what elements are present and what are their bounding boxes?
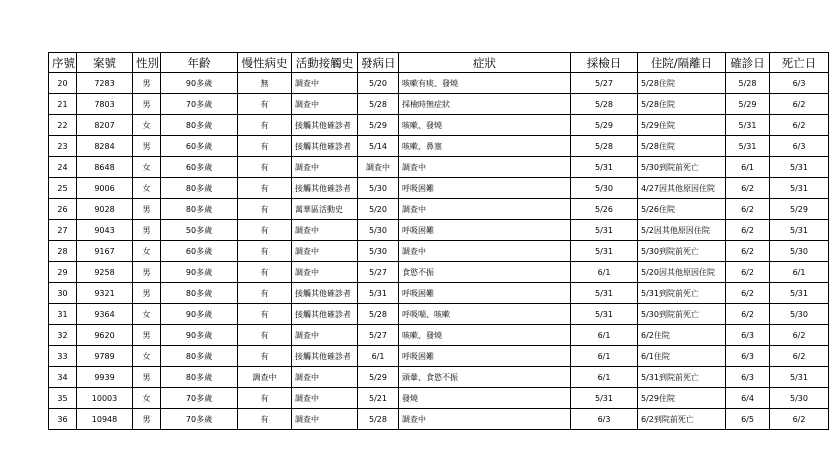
cell-gender: 男 [133, 220, 161, 241]
cell-chronic-history: 有 [238, 388, 292, 409]
cell-activity-contact: 調查中 [292, 94, 358, 115]
table-row [49, 262, 829, 283]
cell-death-date: 5/30 [770, 388, 829, 409]
cell-onset-date: 調查中 [358, 157, 399, 178]
cell-gender: 男 [133, 199, 161, 220]
cell-gender: 女 [133, 241, 161, 262]
header-symptoms: 症狀 [399, 53, 571, 73]
cell-chronic-history: 有 [238, 325, 292, 346]
cell-test-date: 5/27 [571, 73, 638, 94]
table-row [49, 409, 829, 430]
cell-seq-no: 34 [49, 367, 77, 388]
cell-confirmed-date: 6/3 [726, 367, 770, 388]
cell-chronic-history: 調查中 [238, 367, 292, 388]
case-table [48, 52, 829, 430]
cell-case-no: 8207 [77, 115, 133, 136]
cell-gender: 女 [133, 115, 161, 136]
cell-activity-contact: 萬華區活動史 [292, 199, 358, 220]
cell-test-date: 5/26 [571, 199, 638, 220]
cell-death-date: 5/29 [770, 199, 829, 220]
cell-test-date: 5/31 [571, 157, 638, 178]
cell-age: 60多歲 [161, 157, 238, 178]
cell-onset-date: 5/20 [358, 73, 399, 94]
cell-test-date: 6/3 [571, 409, 638, 430]
cell-gender: 女 [133, 304, 161, 325]
cell-age: 70多歲 [161, 409, 238, 430]
cell-gender: 女 [133, 178, 161, 199]
cell-death-date: 5/31 [770, 220, 829, 241]
cell-seq-no: 31 [49, 304, 77, 325]
header-test-date: 採檢日 [571, 53, 638, 73]
cell-seq-no: 23 [49, 136, 77, 157]
cell-activity-contact: 接觸其他確診者 [292, 283, 358, 304]
cell-onset-date: 5/30 [358, 241, 399, 262]
cell-case-no: 10948 [77, 409, 133, 430]
cell-case-no: 9167 [77, 241, 133, 262]
cell-case-no: 9028 [77, 199, 133, 220]
cell-seq-no: 25 [49, 178, 77, 199]
cell-confirmed-date: 6/2 [726, 304, 770, 325]
cell-symptoms: 調查中 [399, 199, 571, 220]
cell-test-date: 6/1 [571, 325, 638, 346]
cell-chronic-history: 有 [238, 262, 292, 283]
cell-gender: 男 [133, 136, 161, 157]
cell-case-no: 9043 [77, 220, 133, 241]
cell-death-date: 6/2 [770, 94, 829, 115]
header-confirmed-date: 確診日 [726, 53, 770, 73]
cell-seq-no: 20 [49, 73, 77, 94]
table-row [49, 346, 829, 367]
cell-onset-date: 5/29 [358, 115, 399, 136]
header-gender: 性別 [133, 53, 161, 73]
cell-symptoms: 咳嗽有痰、發燒 [399, 73, 571, 94]
cell-onset-date: 5/14 [358, 136, 399, 157]
cell-case-no: 9006 [77, 178, 133, 199]
cell-age: 80多歲 [161, 178, 238, 199]
cell-case-no: 9258 [77, 262, 133, 283]
header-seq-no: 序號 [49, 53, 77, 73]
cell-chronic-history: 有 [238, 283, 292, 304]
cell-test-date: 6/1 [571, 346, 638, 367]
cell-gender: 男 [133, 262, 161, 283]
cell-test-date: 5/29 [571, 115, 638, 136]
cell-age: 80多歲 [161, 283, 238, 304]
cell-hospitalized-date: 5/29住院 [638, 388, 726, 409]
cell-test-date: 5/31 [571, 220, 638, 241]
cell-gender: 男 [133, 367, 161, 388]
cell-case-no: 10003 [77, 388, 133, 409]
cell-hospitalized-date: 6/2住院 [638, 325, 726, 346]
cell-gender: 男 [133, 94, 161, 115]
table-row [49, 94, 829, 115]
cell-seq-no: 32 [49, 325, 77, 346]
cell-seq-no: 24 [49, 157, 77, 178]
table-row [49, 367, 829, 388]
cell-death-date: 5/30 [770, 241, 829, 262]
cell-chronic-history: 有 [238, 157, 292, 178]
cell-case-no: 8648 [77, 157, 133, 178]
header-activity-contact: 活動接觸史 [292, 53, 358, 73]
cell-seq-no: 26 [49, 199, 77, 220]
cell-confirmed-date: 6/2 [726, 262, 770, 283]
cell-confirmed-date: 5/29 [726, 94, 770, 115]
cell-symptoms: 頭暈、食慾不振 [399, 367, 571, 388]
cell-age: 90多歲 [161, 73, 238, 94]
cell-age: 70多歲 [161, 388, 238, 409]
cell-case-no: 7803 [77, 94, 133, 115]
cell-activity-contact: 調查中 [292, 220, 358, 241]
cell-test-date: 5/31 [571, 304, 638, 325]
cell-gender: 男 [133, 283, 161, 304]
cell-confirmed-date: 6/2 [726, 241, 770, 262]
cell-death-date: 5/31 [770, 283, 829, 304]
cell-activity-contact: 調查中 [292, 262, 358, 283]
cell-onset-date: 5/28 [358, 409, 399, 430]
cell-chronic-history: 有 [238, 304, 292, 325]
cell-symptoms: 呼吸困難 [399, 178, 571, 199]
table-row [49, 388, 829, 409]
cell-test-date: 5/28 [571, 136, 638, 157]
cell-death-date: 6/2 [770, 325, 829, 346]
cell-hospitalized-date: 6/2到院前死亡 [638, 409, 726, 430]
cell-symptoms: 調查中 [399, 241, 571, 262]
cell-hospitalized-date: 5/31到院前死亡 [638, 367, 726, 388]
cell-gender: 女 [133, 157, 161, 178]
cell-test-date: 5/31 [571, 388, 638, 409]
cell-confirmed-date: 6/3 [726, 346, 770, 367]
cell-test-date: 5/31 [571, 283, 638, 304]
table-row [49, 220, 829, 241]
cell-seq-no: 29 [49, 262, 77, 283]
cell-death-date: 5/31 [770, 157, 829, 178]
cell-death-date: 5/31 [770, 178, 829, 199]
cell-hospitalized-date: 5/28住院 [638, 94, 726, 115]
cell-test-date: 5/28 [571, 94, 638, 115]
cell-hospitalized-date: 5/30到院前死亡 [638, 241, 726, 262]
cell-onset-date: 5/21 [358, 388, 399, 409]
cell-hospitalized-date: 5/29住院 [638, 115, 726, 136]
cell-activity-contact: 接觸其他確診者 [292, 136, 358, 157]
cell-confirmed-date: 5/31 [726, 115, 770, 136]
cell-hospitalized-date: 6/1住院 [638, 346, 726, 367]
cell-symptoms: 採檢時無症狀 [399, 94, 571, 115]
header-hospitalized-date: 住院/隔離日 [638, 53, 726, 73]
cell-chronic-history: 有 [238, 136, 292, 157]
cell-symptoms: 咳嗽、鼻塞 [399, 136, 571, 157]
cell-test-date: 5/31 [571, 241, 638, 262]
cell-age: 90多歲 [161, 304, 238, 325]
cell-symptoms: 呼吸困難 [399, 283, 571, 304]
cell-seq-no: 30 [49, 283, 77, 304]
header-case-no: 案號 [77, 53, 133, 73]
cell-onset-date: 5/27 [358, 325, 399, 346]
cell-seq-no: 35 [49, 388, 77, 409]
cell-confirmed-date: 6/1 [726, 157, 770, 178]
cell-death-date: 6/3 [770, 136, 829, 157]
cell-death-date: 5/30 [770, 304, 829, 325]
cell-hospitalized-date: 5/28住院 [638, 136, 726, 157]
table-row [49, 199, 829, 220]
cell-onset-date: 5/28 [358, 304, 399, 325]
cell-gender: 女 [133, 346, 161, 367]
cell-case-no: 9364 [77, 304, 133, 325]
cell-case-no: 7283 [77, 73, 133, 94]
cell-activity-contact: 接觸其他確診者 [292, 178, 358, 199]
cell-onset-date: 5/30 [358, 178, 399, 199]
cell-case-no: 9939 [77, 367, 133, 388]
cell-age: 80多歲 [161, 199, 238, 220]
cell-confirmed-date: 6/2 [726, 178, 770, 199]
cell-activity-contact: 調查中 [292, 388, 358, 409]
cell-death-date: 6/2 [770, 346, 829, 367]
cell-onset-date: 5/29 [358, 367, 399, 388]
cell-case-no: 8284 [77, 136, 133, 157]
cell-test-date: 6/1 [571, 262, 638, 283]
cell-age: 90多歲 [161, 262, 238, 283]
cell-seq-no: 28 [49, 241, 77, 262]
cell-onset-date: 5/28 [358, 94, 399, 115]
cell-confirmed-date: 6/2 [726, 199, 770, 220]
cell-symptoms: 呼吸困難 [399, 346, 571, 367]
cell-activity-contact: 調查中 [292, 325, 358, 346]
cell-death-date: 6/1 [770, 262, 829, 283]
table-row [49, 136, 829, 157]
cell-chronic-history: 有 [238, 220, 292, 241]
cell-activity-contact: 調查中 [292, 73, 358, 94]
header-chronic-history: 慢性病史 [238, 53, 292, 73]
cell-seq-no: 22 [49, 115, 77, 136]
cell-test-date: 6/1 [571, 367, 638, 388]
cell-chronic-history: 有 [238, 346, 292, 367]
cell-seq-no: 27 [49, 220, 77, 241]
cell-activity-contact: 調查中 [292, 157, 358, 178]
cell-confirmed-date: 6/2 [726, 283, 770, 304]
cell-age: 50多歲 [161, 220, 238, 241]
cell-hospitalized-date: 5/30到院前死亡 [638, 304, 726, 325]
cell-gender: 男 [133, 73, 161, 94]
cell-onset-date: 5/27 [358, 262, 399, 283]
cell-gender: 女 [133, 388, 161, 409]
header-onset-date: 發病日 [358, 53, 399, 73]
cell-chronic-history: 有 [238, 94, 292, 115]
cell-death-date: 6/3 [770, 73, 829, 94]
cell-confirmed-date: 5/31 [726, 136, 770, 157]
cell-confirmed-date: 5/28 [726, 73, 770, 94]
cell-symptoms: 發燒 [399, 388, 571, 409]
cell-chronic-history: 有 [238, 199, 292, 220]
table-row [49, 325, 829, 346]
cell-death-date: 5/31 [770, 367, 829, 388]
header-death-date: 死亡日 [770, 53, 829, 73]
cell-activity-contact: 接觸其他確診者 [292, 304, 358, 325]
cell-chronic-history: 有 [238, 409, 292, 430]
table-body [49, 73, 829, 430]
table-row [49, 178, 829, 199]
cell-age: 80多歲 [161, 346, 238, 367]
table-header [49, 53, 829, 73]
cell-gender: 男 [133, 325, 161, 346]
cell-symptoms: 咳嗽、發燒 [399, 325, 571, 346]
cell-gender: 男 [133, 409, 161, 430]
cell-confirmed-date: 6/5 [726, 409, 770, 430]
cell-chronic-history: 有 [238, 241, 292, 262]
cell-onset-date: 5/31 [358, 283, 399, 304]
cell-activity-contact: 調查中 [292, 241, 358, 262]
table-row [49, 115, 829, 136]
cell-age: 80多歲 [161, 115, 238, 136]
cell-chronic-history: 無 [238, 73, 292, 94]
cell-chronic-history: 有 [238, 115, 292, 136]
cell-hospitalized-date: 5/20因其他原因住院 [638, 262, 726, 283]
cell-age: 80多歲 [161, 367, 238, 388]
cell-hospitalized-date: 4/27因其他原因住院 [638, 178, 726, 199]
cell-activity-contact: 調查中 [292, 367, 358, 388]
cell-activity-contact: 接觸其他確診者 [292, 346, 358, 367]
cell-hospitalized-date: 5/28住院 [638, 73, 726, 94]
cell-case-no: 9620 [77, 325, 133, 346]
cell-symptoms: 呼吸喘、咳嗽 [399, 304, 571, 325]
cell-activity-contact: 調查中 [292, 409, 358, 430]
cell-symptoms: 調查中 [399, 157, 571, 178]
cell-hospitalized-date: 5/31到院前死亡 [638, 283, 726, 304]
cell-death-date: 6/2 [770, 115, 829, 136]
cell-onset-date: 6/1 [358, 346, 399, 367]
cell-death-date: 6/2 [770, 409, 829, 430]
header-row [49, 53, 829, 73]
cell-seq-no: 33 [49, 346, 77, 367]
table-row [49, 304, 829, 325]
cell-age: 70多歲 [161, 94, 238, 115]
cell-case-no: 9789 [77, 346, 133, 367]
cell-symptoms: 呼吸困難 [399, 220, 571, 241]
table-row [49, 241, 829, 262]
cell-test-date: 5/30 [571, 178, 638, 199]
table-row [49, 283, 829, 304]
cell-activity-contact: 接觸其他確診者 [292, 115, 358, 136]
cell-hospitalized-date: 5/30到院前死亡 [638, 157, 726, 178]
cell-symptoms: 食慾不振 [399, 262, 571, 283]
cell-age: 90多歲 [161, 325, 238, 346]
cell-confirmed-date: 6/2 [726, 220, 770, 241]
table-row [49, 73, 829, 94]
cell-onset-date: 5/30 [358, 220, 399, 241]
cell-symptoms: 咳嗽、發燒 [399, 115, 571, 136]
table-row [49, 157, 829, 178]
header-age: 年齡 [161, 53, 238, 73]
cell-age: 60多歲 [161, 136, 238, 157]
cell-case-no: 9321 [77, 283, 133, 304]
cell-seq-no: 36 [49, 409, 77, 430]
cell-seq-no: 21 [49, 94, 77, 115]
cell-hospitalized-date: 5/2因其他原因住院 [638, 220, 726, 241]
cell-confirmed-date: 6/3 [726, 325, 770, 346]
cell-symptoms: 調查中 [399, 409, 571, 430]
cell-hospitalized-date: 5/26住院 [638, 199, 726, 220]
cell-chronic-history: 有 [238, 178, 292, 199]
cell-age: 60多歲 [161, 241, 238, 262]
cell-confirmed-date: 6/4 [726, 388, 770, 409]
cell-onset-date: 5/20 [358, 199, 399, 220]
